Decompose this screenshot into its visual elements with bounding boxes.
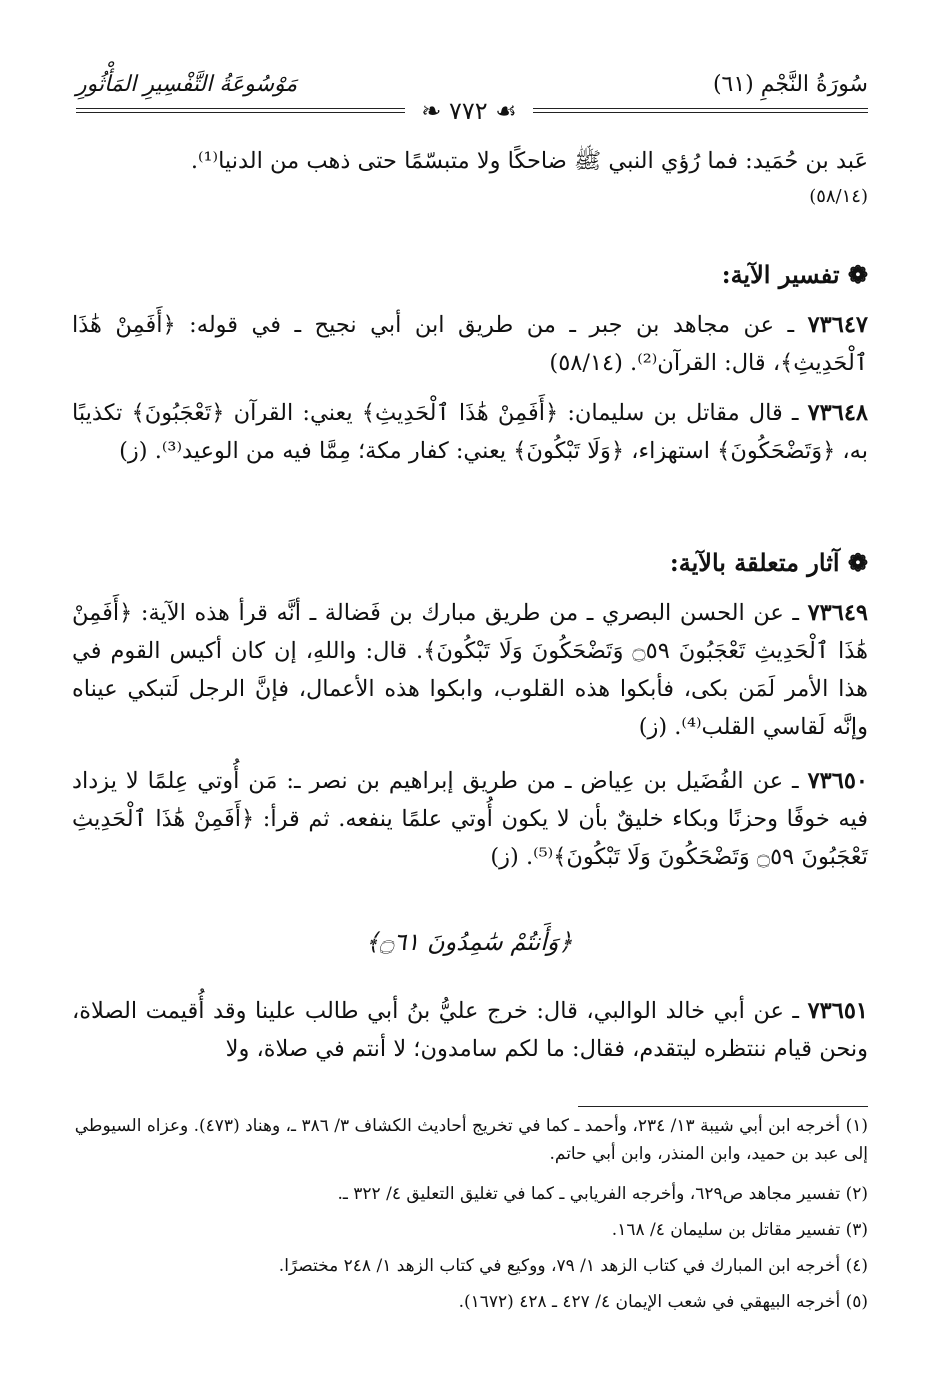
entry-text: ـ عن مجاهد بن جبر ـ من طريق ابن أبي نجيح ـ في قوله: ﴿أَفَمِنْ هَٰذَا ٱلْحَدِيثِ﴾، قال: القرآن⁽²⁾. (٥٨/١٤): [72, 312, 868, 376]
entry-number: ٧٣٦٥٠: [807, 768, 868, 794]
footnote-5: (٥) أخرجه البيهقي في شعب الإيمان ٤/ ٤٢٧ ـ ٤٢٨ (١٦٧٢).: [458, 1292, 868, 1312]
footnote-4: (٤) أخرجه ابن المبارك في كتاب الزهد ١/ ٧٩، ووكيع في كتاب الزهد ١/ ٢٤٨ مختصرًا.: [278, 1256, 868, 1276]
ayah-heading: ﴿وَأَنتُمْ سَٰمِدُونَ ۝٦١﴾: [365, 928, 573, 956]
section-heading-tafsir: ❁ تفسير الآية:: [721, 260, 868, 289]
intro-ref: (٥٨/١٤): [809, 186, 868, 207]
footnote-1: (١) أخرجه ابن أبي شيبة ١٣/ ٢٣٤، وأحمد ـ كما في تخريج أحاديث الكشاف ٣/ ٣٨٦ ـ، وهناد (٤٧٣). وعزاه السيوطي إلى عبد بن حميد، وابن المنذر، وابن أبي حاتم.: [74, 1116, 868, 1164]
footnote-rule: [578, 1106, 868, 1107]
footnote-2: (٢) تفسير مجاهد ص٦٢٩، وأخرجه الفريابي ـ كما في تغليق التعليق ٤/ ٣٢٢ ـ.: [337, 1184, 868, 1204]
entry-text: ـ عن الفُضَيل بن عِياض ـ من طريق إبراهيم بن نصر ـ: مَن أُوتي عِلمًا لا يزداد فيه خوفًا وحزنًا وبكاء خليقٌ بأن لا يكون أُوتي علمًا ينفعه. ثم قرأ: ﴿أَفَمِنْ هَٰذَا ٱلْحَدِيثِ تَعْجَبُونَ ۝٥٩ وَتَضْحَكُونَ وَلَا تَبْكُونَ﴾⁽⁵⁾. (ز): [72, 768, 868, 870]
page-number: ❧ ٧٧٢ ☙: [405, 97, 533, 125]
entry-number: ٧٣٦٤٩: [807, 600, 868, 626]
entry-73650: [72, 762, 868, 876]
section-heading-athar: ❁ آثار متعلقة بالآية:: [669, 548, 868, 577]
entry-number: ٧٣٦٤٨: [807, 400, 868, 426]
entry-number: ٧٣٦٤٧: [807, 312, 868, 338]
entry-text: ـ عن الحسن البصري ـ من طريق مبارك بن فَضالة ـ أنَّه قرأ هذه الآية: ﴿أَفَمِنْ هَٰذَا ٱلْحَدِيثِ تَعْجَبُونَ ۝٥٩ وَتَضْحَكُونَ وَلَا تَبْكُونَ﴾. قال: واللهِ، إن كان أكيس القوم في هذا الأمر لَمَن بكى، فأبكوا هذه القلوب، وابكوا هذه الأعمال، فإنَّ الرجل لَتبكي عيناه وإنَّه لَقاسي القلب⁽⁴⁾. (ز): [72, 600, 868, 740]
entry-73647: [72, 306, 868, 382]
intro-paragraph: [72, 142, 868, 214]
surah-title: سُورَةُ النَّجْمِ (٦١): [712, 72, 868, 97]
ornament-left-icon: ❧: [421, 97, 449, 125]
entry-73648: [72, 394, 868, 470]
intro-line: عَبد بن حُمَيد: فما رُؤي النبي ﷺ ضاحكًا ولا متبسّمًا حتى ذهب من الدنيا⁽¹⁾.: [190, 148, 868, 174]
entry-text: ـ عن أبي خالد الوالبي، قال: خرج عليُّ بنُ أبي طالب علينا وقد أُقيمت الصلاة، ونحن قيام ننتظره ليتقدم، فقال: ما لكم سامدون؛ لا أنتم في صلاة، ولا: [72, 998, 868, 1062]
entry-73651: [72, 992, 868, 1068]
entry-73649: [72, 594, 868, 746]
footnote-3: (٣) تفسير مقاتل بن سليمان ٤/ ١٦٨.: [611, 1220, 868, 1240]
entry-number: ٧٣٦٥١: [807, 998, 868, 1024]
ornament-right-icon: ☙: [487, 97, 517, 125]
book-title: مَوْسُوعَةُ التَّفْسِيرِ المَأْثُورِ: [76, 72, 298, 97]
entry-text: ـ قال مقاتل بن سليمان: ﴿أَفَمِنْ هَٰذَا ٱلْحَدِيثِ﴾ يعني: القرآن ﴿تَعْجَبُونَ﴾ تكذيبًا به، ﴿وَتَضْحَكُونَ﴾ استهزاء، ﴿وَلَا تَبْكُونَ﴾ يعني: كفار مكة؛ مِمَّا فيه من الوعيد⁽³⁾. (ز): [72, 400, 868, 464]
